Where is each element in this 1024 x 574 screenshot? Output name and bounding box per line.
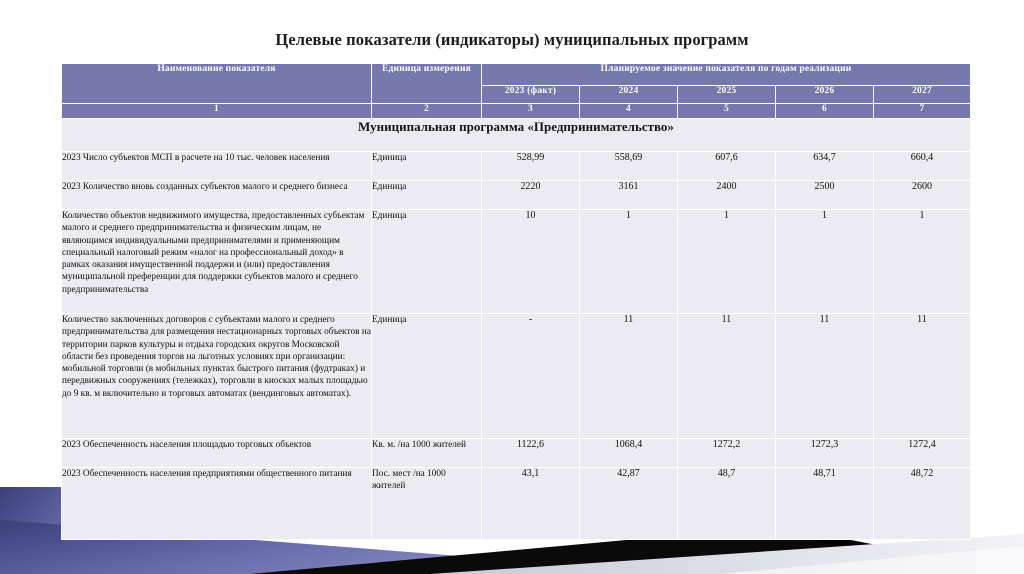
row-value-2027: 11 <box>874 314 971 439</box>
row-value-2025: 607,6 <box>678 152 776 181</box>
col-number-3: 3 <box>482 104 580 119</box>
header-unit: Единица измерения <box>372 64 482 104</box>
indicators-table-container <box>61 63 970 540</box>
row-unit: Кв. м. /на 1000 жителей <box>372 439 482 468</box>
header-row-main <box>62 64 971 86</box>
row-value-2023: 10 <box>482 210 580 314</box>
row-value-2027: 1 <box>874 210 971 314</box>
indicators-table <box>61 63 971 540</box>
row-value-2027: 48,72 <box>874 468 971 540</box>
header-year-2026: 2026 <box>776 86 874 104</box>
header-year-2023: 2023 (факт) <box>482 86 580 104</box>
row-value-2023: 2220 <box>482 181 580 210</box>
row-name: 2023 Число субъектов МСП в расчете на 10 тыс. человек населения <box>62 152 372 181</box>
program-title: Муниципальная программа «Предпринимательство» <box>62 119 971 152</box>
row-value-2023: 528,99 <box>482 152 580 181</box>
row-name: Количество заключенных договоров с субъектами малого и среднего предпринимательства для размещения нестационарных торговых объектов на территории парков культуры и отдыха городских округов Московской области без проведения торгов на льготных условиях при организации: мобильной торговли (в мобильных пунктах быстрого питания (фудтраках) и передвижных сооружениях (тележках), торговли в киосках малых площадью до 9 кв. м включительно и торговых автоматах (вендинговых автоматах). <box>62 314 372 439</box>
header-year-2027: 2027 <box>874 86 971 104</box>
row-name: Количество объектов недвижимого имущества, предоставленных субъектам малого и среднего предпринимательства и физическим лицам, не являющимся индивидуальными предпринимателями и применяющим специальный налоговый режим «налог на профессиональный доход» в рамках оказания имущественной поддержи и (или) предоставления муниципальной преференции для поддержки субъектов малого и среднего предпринимательства <box>62 210 372 314</box>
header-year-2025: 2025 <box>678 86 776 104</box>
row-unit: Пос. мест /на 1000 жителей <box>372 468 482 540</box>
row-unit: Единица <box>372 181 482 210</box>
col-number-1: 1 <box>62 104 372 119</box>
row-value-2026: 1 <box>776 210 874 314</box>
page-title: Целевые показатели (индикаторы) муниципальных программ <box>275 30 749 49</box>
row-value-2023: - <box>482 314 580 439</box>
col-number-6: 6 <box>776 104 874 119</box>
col-number-2: 2 <box>372 104 482 119</box>
row-value-2025: 1 <box>678 210 776 314</box>
row-value-2023: 1122,6 <box>482 439 580 468</box>
row-value-2025: 48,7 <box>678 468 776 540</box>
row-unit: Единица <box>372 152 482 181</box>
row-value-2026: 634,7 <box>776 152 874 181</box>
table-row <box>62 210 971 314</box>
row-name: 2023 Обеспеченность населения площадью торговых объектов <box>62 439 372 468</box>
row-value-2027: 1272,4 <box>874 439 971 468</box>
header-planned-group: Планируемое значение показателя по годам реализации <box>482 64 971 86</box>
table-row <box>62 152 971 181</box>
row-value-2026: 48,71 <box>776 468 874 540</box>
row-value-2024: 1068,4 <box>580 439 678 468</box>
row-value-2026: 11 <box>776 314 874 439</box>
row-value-2024: 3161 <box>580 181 678 210</box>
table-body <box>62 119 971 540</box>
row-value-2026: 1272,3 <box>776 439 874 468</box>
table-row <box>62 314 971 439</box>
program-title-row <box>62 119 971 152</box>
table-header <box>62 64 971 119</box>
row-value-2027: 660,4 <box>874 152 971 181</box>
header-name: Наименование показателя <box>62 64 372 104</box>
row-name: 2023 Обеспеченность населения предприятиями общественного питания <box>62 468 372 540</box>
header-row-numbering <box>62 104 971 119</box>
row-value-2025: 2400 <box>678 181 776 210</box>
row-value-2024: 558,69 <box>580 152 678 181</box>
row-value-2025: 11 <box>678 314 776 439</box>
row-value-2024: 11 <box>580 314 678 439</box>
row-unit: Единица <box>372 314 482 439</box>
row-value-2027: 2600 <box>874 181 971 210</box>
col-number-4: 4 <box>580 104 678 119</box>
header-year-2024: 2024 <box>580 86 678 104</box>
row-value-2024: 1 <box>580 210 678 314</box>
table-row <box>62 468 971 540</box>
row-value-2025: 1272,2 <box>678 439 776 468</box>
row-unit: Единица <box>372 210 482 314</box>
table-row <box>62 181 971 210</box>
row-name: 2023 Количество вновь созданных субъектов малого и среднего бизнеса <box>62 181 372 210</box>
col-number-7: 7 <box>874 104 971 119</box>
row-value-2023: 43,1 <box>482 468 580 540</box>
table-row <box>62 439 971 468</box>
col-number-5: 5 <box>678 104 776 119</box>
row-value-2024: 42,87 <box>580 468 678 540</box>
row-value-2026: 2500 <box>776 181 874 210</box>
